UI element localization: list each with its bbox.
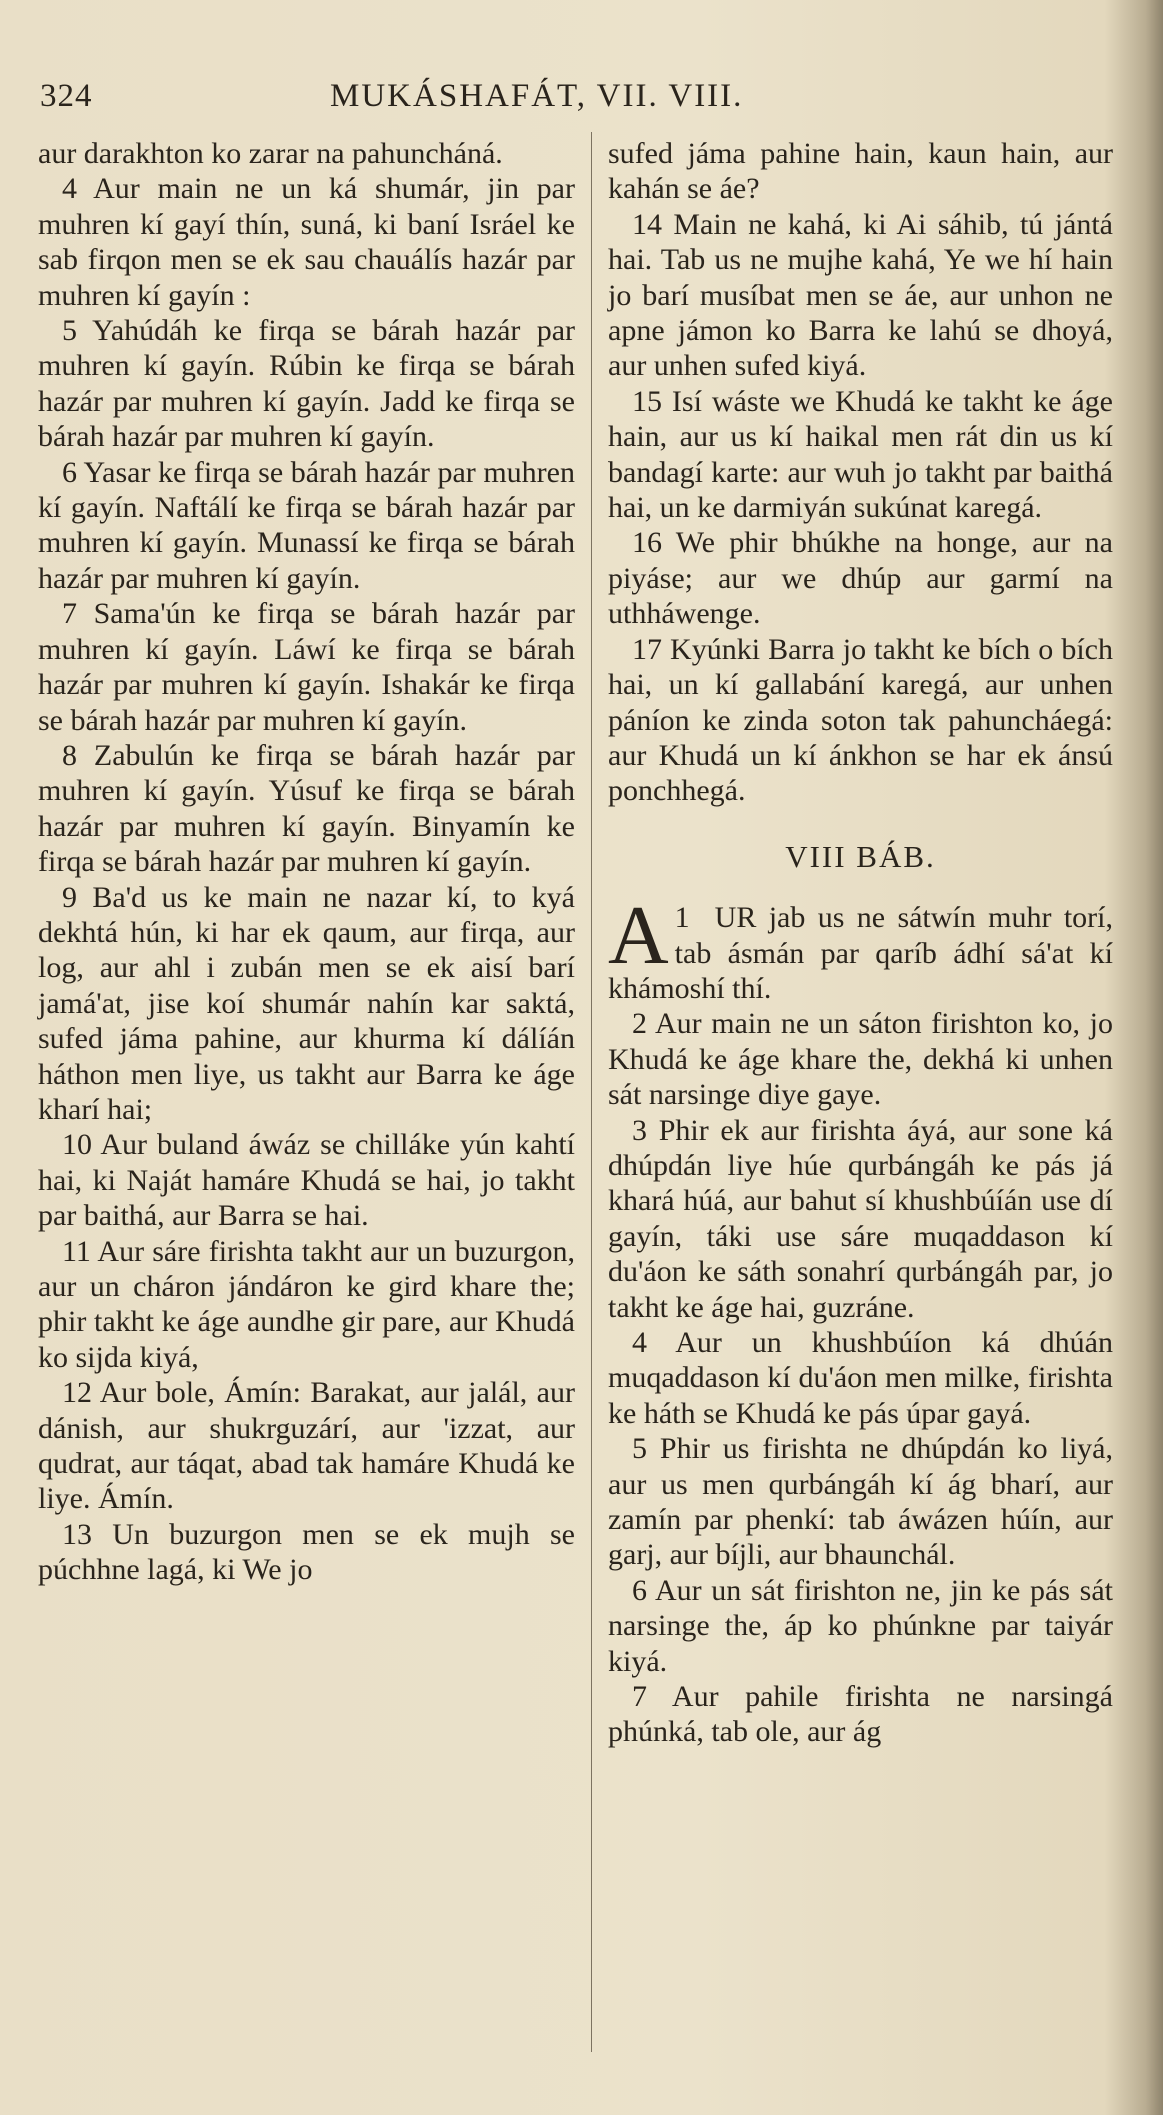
left-column (38, 136, 575, 1588)
verse-paragraph: 3 Phir ek aur firishta áyá, aur sone ká dhúpdán liye húe qurbángáh ke pás já khará húá, aur bahut sí khushbúíán use dí gayín, táki use sáre muqaddason kí du'áon ke sáth sonahrí qurbángáh par, jo takht ke áge hai, guzráne. (608, 1113, 1113, 1324)
page-header (0, 78, 1163, 128)
verse-paragraph: sufed jáma pahine hain, kaun hain, aur kahán se áe? (608, 137, 1113, 206)
verse-paragraph: 7 Aur pahile firishta ne narsingá phúnká, tab ole, aur ág (608, 1680, 1113, 1749)
verse-paragraph: 14 Main ne kahá, ki Ai sáhib, tú jántá hai. Tab us ne mujhe kahá, Ye we hí hain jo barí musíbat men se áe, aur unhon ne apne jámon ko Barra ke lahú se dhoyá, aur unhen sufed kiyá. (608, 207, 1113, 383)
verse-paragraph: 4 Aur main ne un ká shumár, jin par muhren kí gayí thín, suná, ki baní Isráel ke sab firqon men se ek sau chauálís hazár par muhren kí gayín : (38, 172, 575, 312)
verse-paragraph: aur darakhton ko zarar na pahuncháná. (38, 137, 503, 170)
verse-paragraph: 2 Aur main ne un sáton firishton ko, jo Khudá ke áge khare the, dekhá ki unhen sát narsinge diye gaye. (608, 1007, 1113, 1112)
verse-paragraph: 10 Aur buland áwáz se chilláke yún kahtí hai, ki Naját hamáre Khudá se hai, jo takht par baithá, aur Barra se hai. (38, 1128, 575, 1233)
running-head: MUKÁSHAFÁT, VII. VIII. (330, 78, 744, 114)
right-column (608, 136, 1113, 1750)
chapter-heading: VIII BÁB. (785, 838, 936, 874)
chapter-first-verse (608, 889, 1113, 1006)
verse-paragraph: 5 Phir us firishta ne dhúpdán ko liyá, aur us men qurbángáh kí ág bharí, aur zamín par phenkí: tab áwázen húín, aur garj, aur bíjli, aur bhaunchál. (608, 1432, 1113, 1572)
verse-paragraph: 12 Aur bole, Ámín: Barakat, aur jalál, aur dánish, aur shukrguzárí, aur 'izzat, aur qudrat, aur táqat, abad tak hamáre Khudá ke liye. Ámín. (38, 1376, 575, 1516)
verse-paragraph: 8 Zabulún ke firqa se bárah hazár par muhren kí gayín. Yúsuf ke firqa se bárah hazár par muhren kí gayín. Binyamín ke firqa se bárah hazár par muhren kí gayín. (38, 738, 575, 879)
drop-cap: A (608, 889, 669, 983)
verse-paragraph: 6 Yasar ke firqa se bárah hazár par muhren kí gayín. Naftálí ke firqa se bárah hazár par muhren kí gayín. Munassí ke firqa se bárah hazár par muhren kí gayín. (38, 455, 575, 595)
verse-paragraph: 6 Aur un sát firishton ne, jin ke pás sát narsinge the, áp ko phúnkne par taiyár kiyá. (608, 1573, 1113, 1678)
verse-number: 1 (674, 901, 690, 935)
verse-paragraph: 16 We phir bhúkhe na honge, aur na piyáse; aur we dhúp aur garmí na uthháwenge. (608, 526, 1113, 631)
column-divider (591, 132, 592, 2052)
verse-paragraph: 15 Isí wáste we Khudá ke takht ke áge hain, aur us kí haikal men rát din us kí bandagí karte: aur wuh jo takht par baithá hai, un ke darmiyán sukúnat karegá. (608, 384, 1113, 525)
verse-paragraph: 11 Aur sáre firishta takht aur un buzurgon, aur un cháron jándáron ke gird khare the; phir takht ke áge aundhe gir pare, aur Khudá ko sijda kiyá, (38, 1234, 575, 1374)
verse-paragraph: 7 Sama'ún ke firqa se bárah hazár par muhren kí gayín. Láwí ke firqa se bárah hazár par muhren kí gayín. Ishakár ke firqa se bárah hazár par muhren kí gayín. (38, 597, 575, 737)
page-number: 324 (40, 78, 93, 114)
verse-paragraph: 4 Aur un khushbúíon ká dhúán muqaddason kí du'áon men milke, firishta ke háth se Khudá ke pás úpar gayá. (608, 1326, 1113, 1430)
verse-text: UR jab us ne sátwín muhr torí, tab ásmán par qaríb ádhí sá'at kí khámoshí thí. (608, 901, 1113, 1005)
verse-paragraph: 9 Ba'd us ke main ne nazar kí, to kyá dekhtá hún, ki har ek qaum, aur firqa, aur log, aur ahl i zubán men se ek aisí barí jamá'at, jise koí shumár nahín kar saktá, sufed jáma pahine, aur khurma kí dálíán háthon men liye, us takht aur Barra ke áge kharí hai; (38, 880, 575, 1126)
verse-paragraph: 13 Un buzurgon men se ek mujh se púchhne lagá, ki We jo (38, 1517, 575, 1587)
verse-paragraph: 5 Yahúdáh ke firqa se bárah hazár par muhren kí gayín. Rúbin ke firqa se bárah hazár par muhren kí gayín. Jadd ke firqa se bárah hazár par muhren kí gayín. (38, 314, 575, 454)
verse-paragraph: 17 Kyúnki Barra jo takht ke bích o bích hai, un kí gallabání karegá, aur unhen páníon ke zinda soton tak pahuncháegá: aur Khudá un kí ánkhon se har ek ánsú ponchhegá. (608, 632, 1113, 808)
